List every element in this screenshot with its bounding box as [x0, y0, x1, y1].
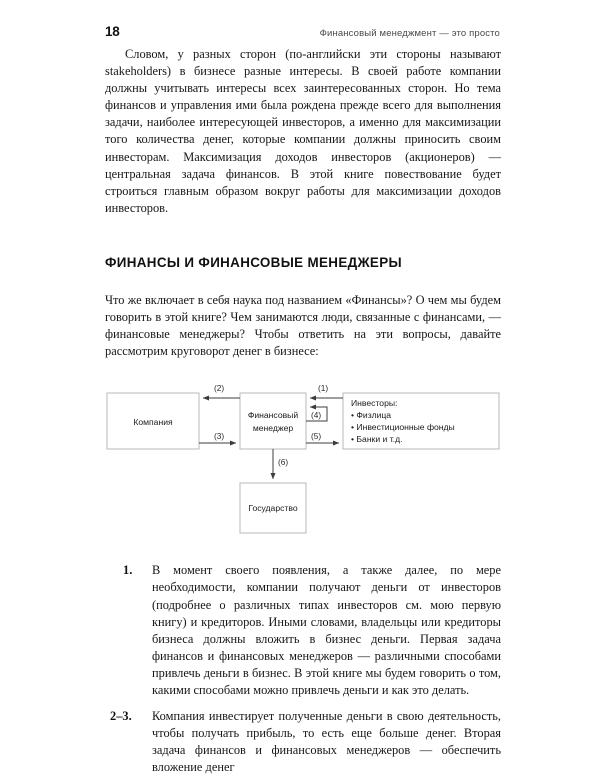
numbered-list-block [105, 562, 501, 776]
running-head [105, 24, 500, 42]
diagram-label-4: (4) [311, 410, 322, 421]
diagram-label-2: (2) [214, 383, 225, 394]
list-item-text: Компания инвестирует полученные деньги в свою деятельность, чтобы получать прибыль, то есть еще больше денег. Вторая задача финансов и финансовых менеджеров — обеспечить вложение денег [152, 709, 501, 775]
diagram-text-manager-line2: менеджер [252, 423, 294, 434]
page-number: 18 [105, 24, 120, 39]
text-column [105, 46, 501, 776]
list-item [105, 708, 501, 776]
running-head-title: Финансовый менеджмент — это просто [319, 28, 500, 39]
diagram-text-investors-title: Инвесторы: [351, 398, 398, 409]
section-heading: ФИНАНСЫ И ФИНАНСОВЫЕ МЕНЕДЖЕРЫ [105, 254, 402, 270]
diagram-text-manager-line1: Финансовый [247, 410, 299, 421]
list-item [105, 562, 501, 699]
diagram-svg [105, 377, 501, 535]
diagram-label-1: (1) [318, 383, 329, 394]
paragraph-after-heading: Что же включает в себя наука под названием «Финансы»? О чем мы будем говорить в этой книге? Чем занимаются люди, связанные с финансами, — финансовые менеджеры? Чтобы ответить на эти вопросы, давайте рассмотрим круговорот денег в бизнесе: [105, 292, 501, 359]
money-flow-diagram [105, 377, 501, 535]
diagram-text-investors-item-0: • Физлица [351, 410, 392, 421]
diagram-text-investors-item-2: • Банки и т.д. [351, 434, 403, 445]
diagram-label-6: (6) [278, 457, 289, 468]
paragraph-intro: Словом, у разных сторон (по-английски эти стороны называют stakeholders) в бизнесе разные интересы. В своей работе компании должны учитывать интересы всех заинтересованных сторон. Но тема финансов и управления ими была рождена прежде всего для выполнения задачи, наиболее интересующей инвесторов, а именно для максимизации того количества денег, которые компании должны приносить своим инвесторам. Максимизация доходов инвесторов (акционеров) — центральная задача финансов. В этой книге повествование будет строиться главным образом вокруг работы для максимизации доходов инвесторов. [105, 47, 501, 215]
diagram-box-manager [240, 393, 306, 449]
diagram-text-state: Государство [248, 503, 298, 514]
diagram-text-investors-item-1: • Инвестиционные фонды [351, 422, 455, 433]
diagram-label-3: (3) [214, 431, 225, 442]
diagram-label-5: (5) [311, 431, 322, 442]
list-item-marker: 2–3. [110, 709, 132, 724]
diagram-text-company: Компания [133, 417, 173, 428]
numbered-list [105, 562, 501, 776]
list-item-marker: 1. [123, 563, 133, 578]
list-item-text: В момент своего появления, а также далее, по мере необходимости, компании получают деньги от инвесторов (подробнее о различных типах инвесторов см. мою первую книгу) и кредиторов. Иными словами, владельцы или кредиторы бизнеса должны вложить в бизнес деньги. Первая задача финансов и финансовых менеджеров — различными способами привлечь деньги в бизнес. В этой книге мы будем говорить о том, какими способами можно привлечь деньги и как это делать. [152, 563, 501, 697]
